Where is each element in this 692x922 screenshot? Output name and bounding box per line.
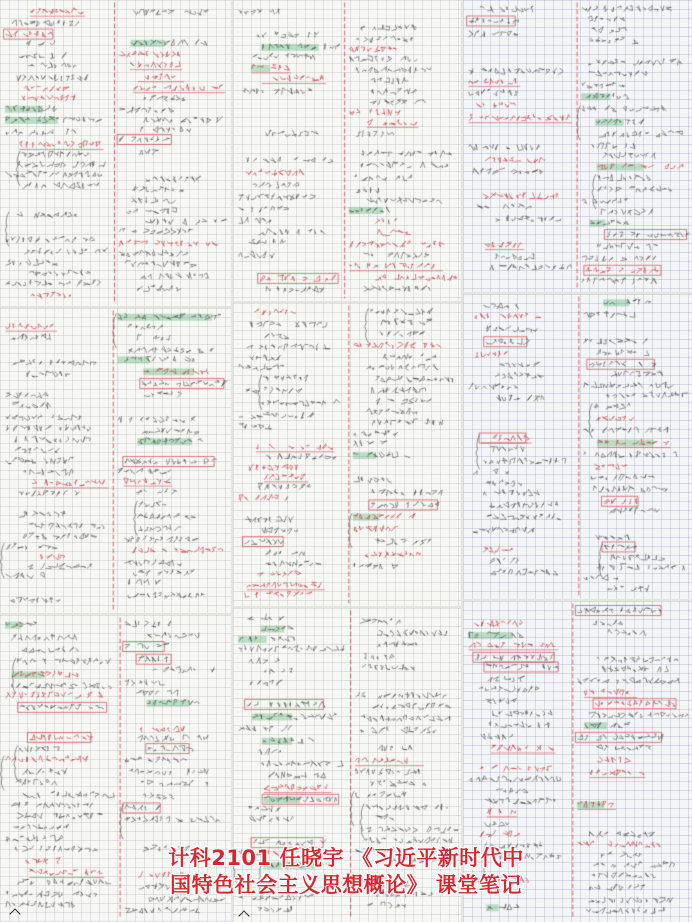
handwritten-notes (0, 615, 231, 922)
handwritten-notes (233, 0, 461, 301)
handwritten-notes (0, 0, 231, 306)
handwritten-notes (463, 0, 692, 292)
handwritten-notes (463, 294, 692, 599)
note-page (233, 303, 461, 606)
note-page (463, 601, 692, 922)
handwritten-notes (233, 303, 461, 606)
handwritten-notes (233, 608, 461, 922)
note-page (0, 0, 231, 306)
note-page (233, 608, 461, 922)
note-page (463, 0, 692, 292)
title-line-2: 国特色社会主义思想概论》 课堂笔记 (170, 873, 522, 897)
handwritten-notes (463, 601, 692, 922)
note-page (463, 294, 692, 599)
handwritten-notes (0, 308, 231, 613)
note-page (233, 0, 461, 301)
title-line-1: 计科2101 任晓宇 《习近平新时代中 (168, 846, 524, 870)
note-page (0, 308, 231, 613)
note-page (0, 615, 231, 922)
